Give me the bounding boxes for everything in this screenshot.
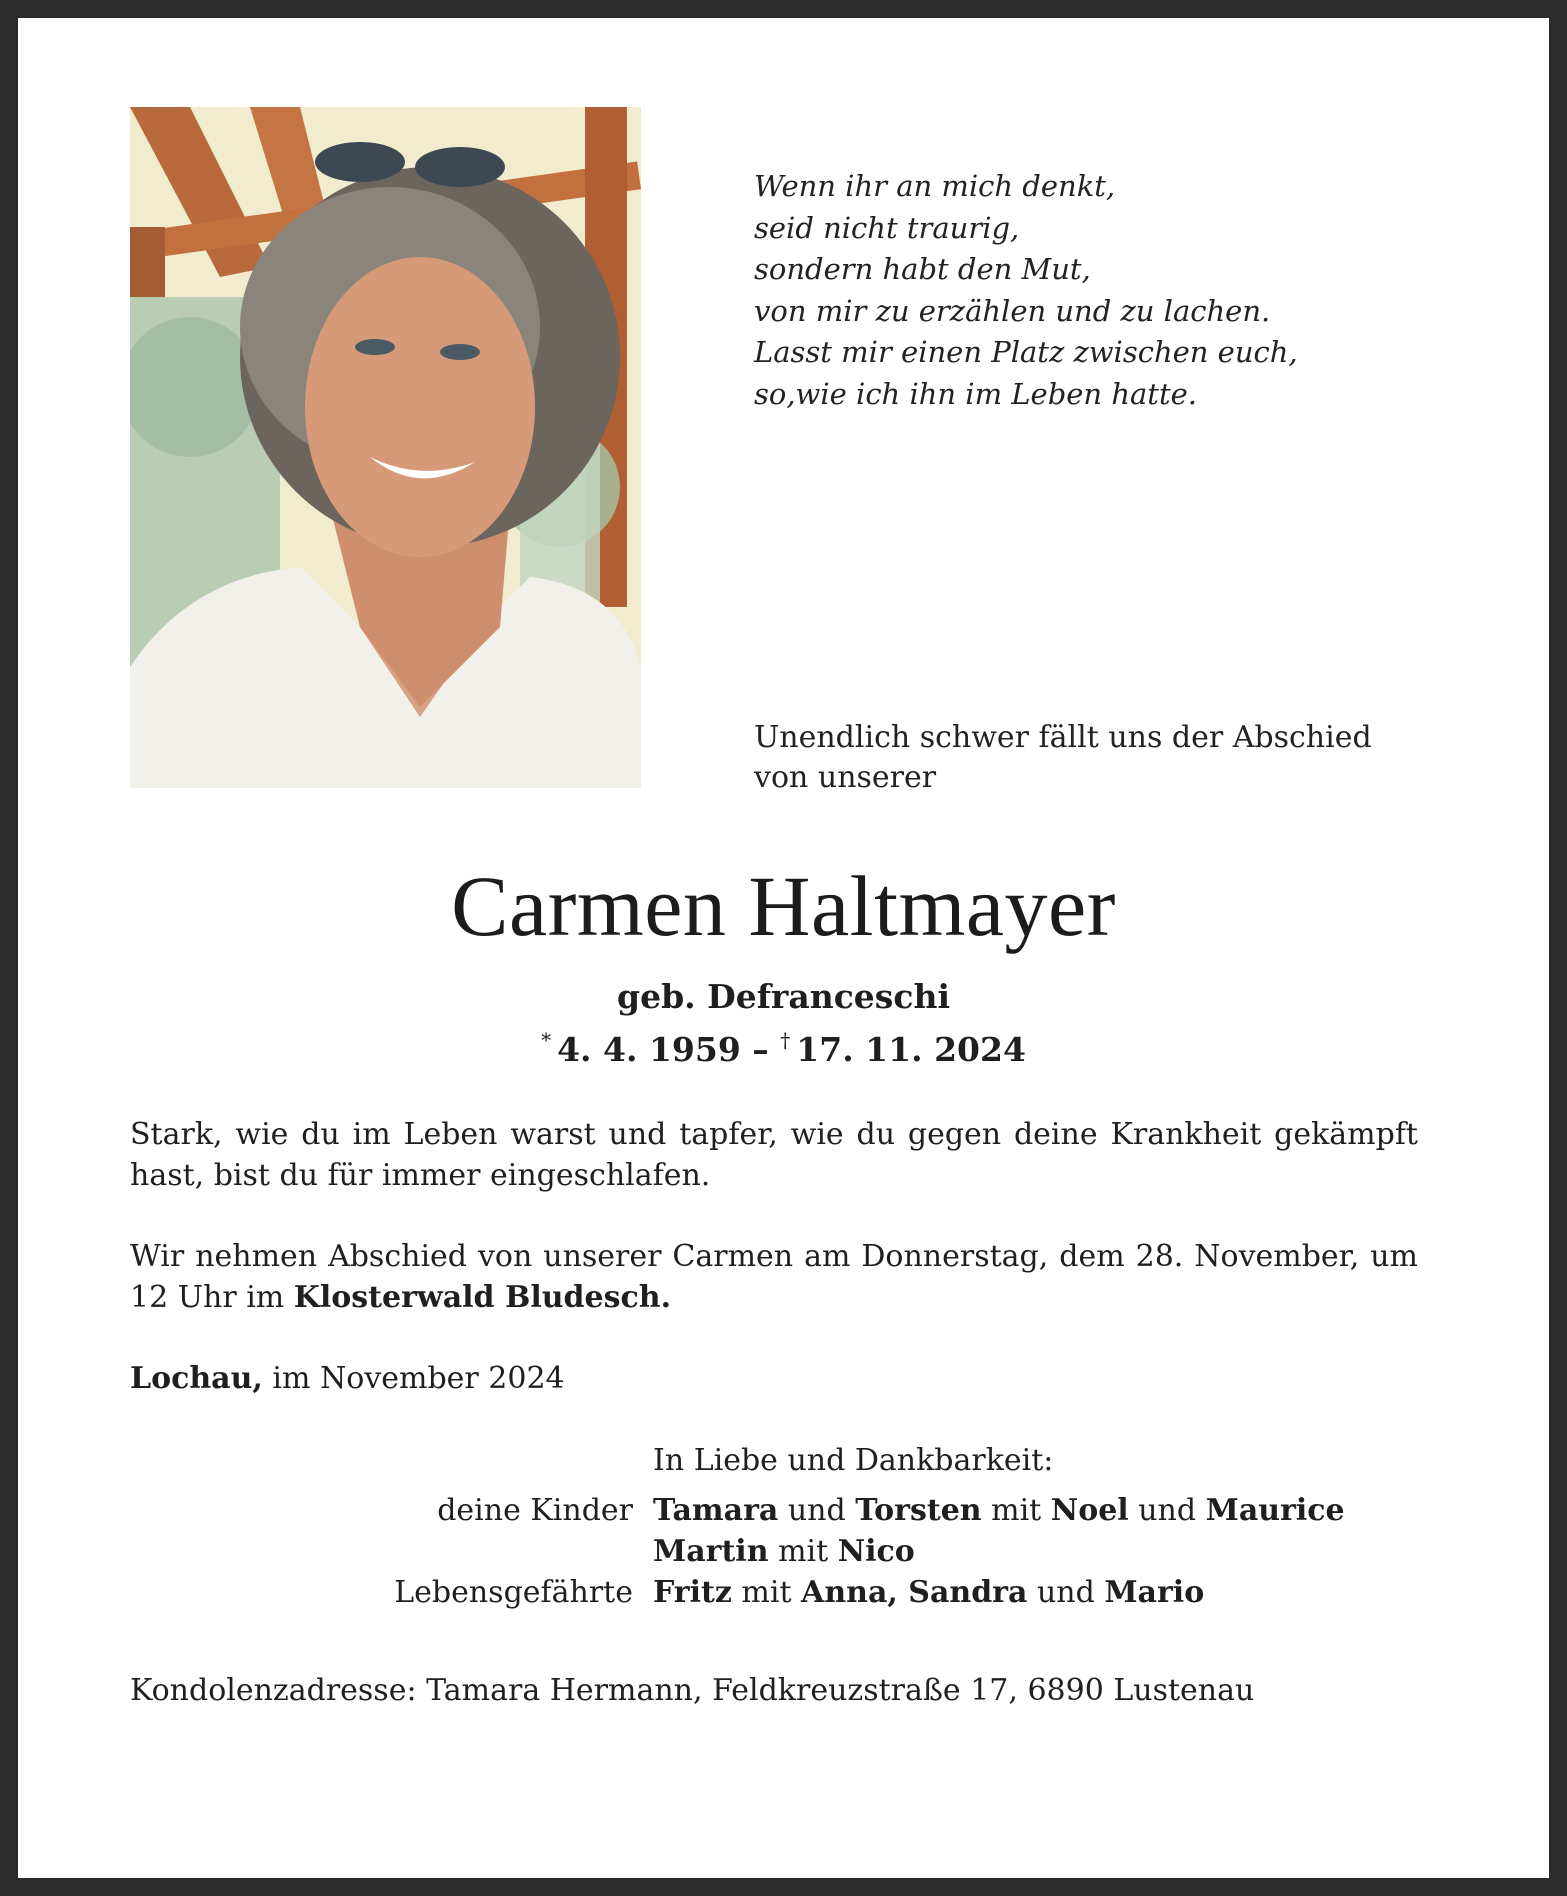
mourner-relation [130,1531,653,1572]
mourner-name: Torsten [855,1493,982,1528]
mourner-row [130,1531,1430,1572]
mourner-name: Tamara [653,1493,779,1528]
paragraph-tribute: Stark, wie du im Leben warst und tapfer, wie du gegen deine Krankheit gekämpft hast, bist du für immer eingeschlafen. [130,1117,1418,1193]
mourner-names [653,1531,915,1572]
mourner-name: Noel [1050,1493,1129,1528]
farewell-place: Klosterwald Bludesch. [293,1280,672,1315]
poem-line: Wenn ihr an mich denkt, [754,169,1116,203]
mourner-name: Mario [1104,1575,1205,1610]
mourner-connector: mit [768,1534,838,1569]
birth-star-icon: * [541,1028,552,1052]
place-name: Lochau, [130,1361,263,1396]
intro-line-1: Unendlich schwer fällt uns der Abschied [754,720,1372,755]
birth-date: 4. 4. 1959 [557,1030,741,1069]
poem-line: von mir zu erzählen und zu lachen. [754,293,1271,328]
deceased-name: Carmen Haltmayer [451,858,1116,954]
maiden-name: geb. Defranceschi [617,977,950,1016]
mourners-list [130,1490,1430,1613]
mourner-name: Fritz [653,1575,732,1610]
mourner-row [130,1572,1430,1613]
mourner-relation: deine Kinder [437,1493,633,1528]
mourners-heading: In Liebe und Dankbarkeit: [653,1443,1054,1478]
life-dates [18,1018,1549,1072]
poem [754,166,1298,415]
mourner-connector: und [1027,1575,1105,1610]
mourner-relation: Lebensgefährte [394,1575,633,1610]
mourner-connector: mit [981,1493,1051,1528]
paragraph-farewell [130,1236,1418,1318]
date-dash: – [740,1030,781,1069]
paragraph-place-date [130,1358,1418,1399]
mourner-connector: und [1128,1493,1206,1528]
poem-line: so,wie ich ihn im Leben hatte. [754,376,1197,411]
mourner-name: Maurice [1205,1493,1345,1528]
farewell-text: Wir nehmen Abschied von unserer Carmen am Donnerstag, dem 28. November, um 12 Uhr im [130,1239,1418,1315]
portrait-photo [130,107,641,788]
death-cross-icon: † [780,1028,791,1052]
portrait-illustration [130,107,641,788]
poem-line: Lasst mir einen Platz zwischen euch, [754,335,1298,369]
mourner-row [130,1490,1430,1531]
mourner-names [653,1490,1345,1531]
intro-line-2: von unserer [754,760,937,795]
place-date-text: im November 2024 [262,1361,565,1396]
obituary-sheet [18,18,1549,1878]
poem-line: sondern habt den Mut, [754,252,1091,286]
condolence-address: Kondolenzadresse: Tamara Hermann, Feldkreuzstraße 17, 6890 Lustenau [130,1673,1255,1708]
mourner-name: Nico [837,1534,915,1569]
mourner-connector: mit [731,1575,802,1610]
mourner-name: Anna, Sandra [801,1575,1028,1610]
intro-text [754,718,1474,798]
mourner-name: Martin [653,1534,769,1569]
death-date: 17. 11. 2024 [796,1030,1026,1069]
mourner-connector: und [778,1493,856,1528]
mourner-names [653,1572,1204,1613]
poem-line: seid nicht traurig, [754,210,1020,245]
